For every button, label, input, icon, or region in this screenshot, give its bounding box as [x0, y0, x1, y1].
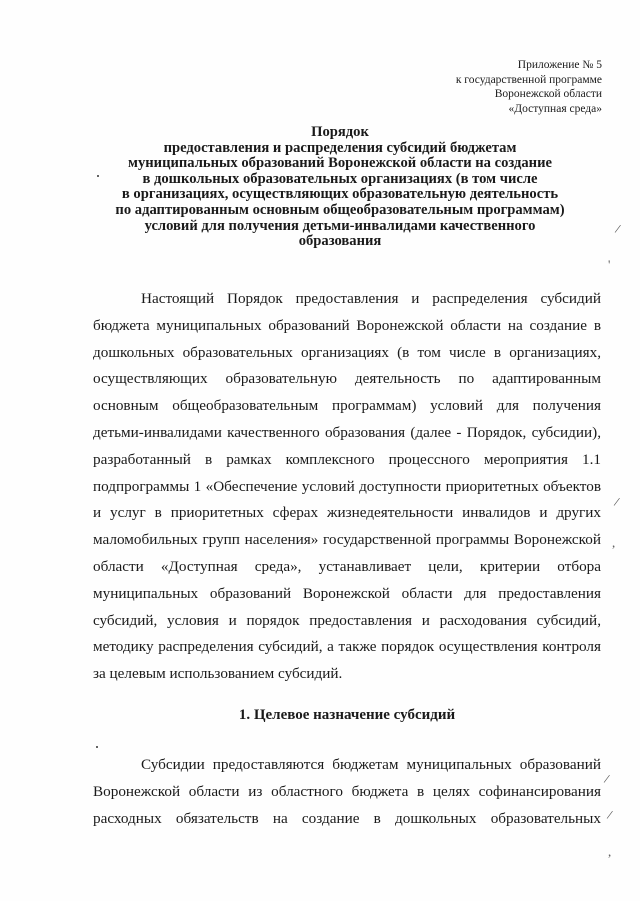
paragraph-line: Воронежской области из областного бюджета в целях софинансирования: [93, 782, 601, 800]
title-line-7: условий для получения детьми-инвалидами качественного: [144, 217, 536, 234]
appendix-reference: [456, 58, 602, 116]
paragraph-line: основным общеобразовательным программам) условий для получения: [93, 397, 601, 415]
margin-mark: ,: [612, 535, 616, 550]
document-title: [90, 125, 590, 250]
section-heading: 1. Целевое назначение субсидий: [238, 707, 456, 723]
paragraph-line: области «Доступная среда», устанавливает цели, критерии отбора: [93, 557, 601, 575]
margin-mark: ': [608, 257, 611, 272]
paragraph-line: муниципальных образований Воронежской области для предоставления: [93, 584, 601, 602]
paragraph-line: детьми-инвалидами качественного образования (далее - Порядок, субсидии),: [93, 423, 601, 441]
paragraph-line: разработанный в рамках комплексного процессного мероприятия 1.1: [93, 450, 601, 468]
paragraph-line: подпрограммы 1 «Обеспечение условий доступности приоритетных объектов: [93, 477, 601, 495]
paragraph-line: расходных обязательств на создание в дошкольных образовательных: [93, 809, 601, 827]
title-line-2: предоставления и распределения субсидий бюджетам: [163, 139, 517, 156]
section-1-paragraph: [93, 752, 601, 832]
paragraph-line: Субсидии предоставляются бюджетам муниципальных образований: [141, 756, 601, 773]
paragraph-line: Настоящий Порядок предоставления и распределения субсидий: [141, 290, 601, 307]
margin-mark: /: [612, 493, 621, 510]
title-line-4: в дошкольных образовательных организациях (в том числе: [142, 170, 538, 187]
title-line-5: в организациях, осуществляющих образовательную деятельность: [121, 186, 559, 203]
margin-mark: /: [605, 806, 614, 823]
paragraph-line: методику распределения субсидий, а также порядок осуществления контроля: [93, 638, 601, 656]
paragraph-line: дошкольных образовательных организациях (в том числе в организациях,: [93, 343, 601, 361]
scan-speck: [97, 175, 99, 177]
appendix-line-1: Приложение № 5: [517, 59, 602, 71]
scan-speck: [96, 746, 98, 748]
title-line-8: образования: [298, 233, 382, 250]
title-line-6: по адаптированным основным общеобразовательным программам): [115, 201, 565, 218]
paragraph-line: маломобильных групп населения» государственной программы Воронежской: [93, 531, 601, 549]
title-line-3: муниципальных образований Воронежской области на создание: [128, 155, 552, 172]
title-line-1: Порядок: [311, 124, 369, 140]
paragraph-line: субсидий, условия и порядок предоставления и расходования субсидий,: [93, 611, 601, 629]
margin-mark: /: [613, 220, 622, 237]
appendix-line-4: «Доступная среда»: [508, 102, 602, 115]
margin-mark: /: [602, 770, 611, 787]
paragraph-line: и услуг в приоритетных сферах жизнедеятельности инвалидов и других: [93, 504, 601, 522]
intro-paragraph: [93, 286, 601, 688]
appendix-line-2: к государственной программе: [455, 73, 602, 86]
paragraph-line: осуществляющих образовательную деятельность по адаптированным: [93, 370, 601, 388]
paragraph-line: за целевым использованием субсидий.: [93, 665, 343, 683]
appendix-line-3: Воронежской области: [494, 88, 602, 101]
paragraph-line: бюджета муниципальных образований Воронежской области на создание в: [93, 316, 601, 334]
margin-mark: ,: [608, 844, 612, 859]
